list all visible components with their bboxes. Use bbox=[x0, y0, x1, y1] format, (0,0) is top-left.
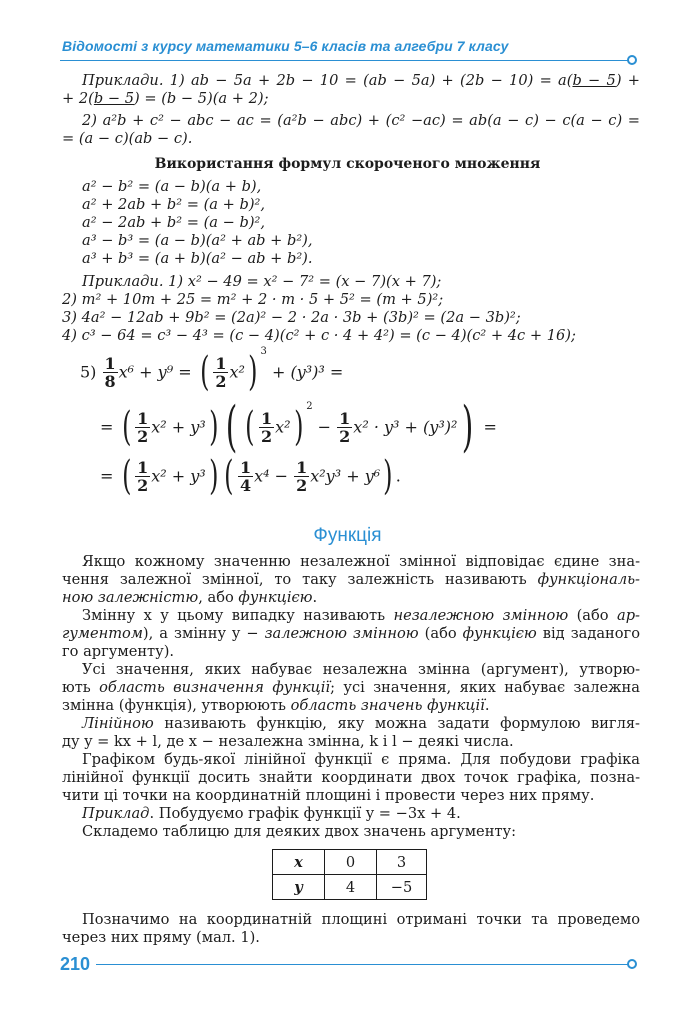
formula-line: a³ − b³ = (a − b)(a² + ab + b²), bbox=[82, 232, 313, 249]
example-formula-line-1: Приклади. 1) x² − 49 = x² − 7² = (x − 7)(x + 7); bbox=[82, 273, 442, 290]
example-grouping-line-4: = (a − c)(ab − c). bbox=[62, 130, 193, 147]
paragraph-1-line-2: чення залежної змінної, то таку залежність називають функціональ- bbox=[62, 571, 640, 588]
header-rule-dot-icon bbox=[627, 55, 637, 65]
paragraph-5-line-2: лінійної функції досить знайти координати двох точок графіка, позна- bbox=[62, 769, 640, 786]
table-cell: x bbox=[273, 850, 325, 875]
footer-rule-dot-icon bbox=[627, 959, 637, 969]
footer-rule bbox=[96, 964, 628, 965]
formula-line: a² − b² = (a − b)(a + b), bbox=[82, 178, 262, 195]
formula-line: a² − 2ab + b² = (a − b)², bbox=[82, 214, 266, 231]
page-header-title: Відомості з курсу математики 5–6 класів та алгебри 7 класу bbox=[62, 38, 509, 54]
table-cell: 3 bbox=[377, 850, 427, 875]
table-cell: 4 bbox=[325, 875, 377, 900]
example-formula-line-3: 3) 4a² − 12ab + 9b² = (2a)² − 2 · 2a · 3b + (3b)² = (2a − 3b)²; bbox=[62, 309, 521, 326]
paragraph-5-line-1: Графіком будь-якої лінійної функції є пряма. Для побудови графіка bbox=[82, 751, 640, 768]
paragraph-3-line-1: Усі значення, яких набуває незалежна змінна (аргумент), утворю- bbox=[82, 661, 640, 678]
table-cell: y bbox=[273, 875, 325, 900]
paragraph-4-line-1: Лінійною називають функцію, яку можна задати формулою вигля- bbox=[82, 715, 640, 732]
values-table bbox=[272, 849, 427, 900]
header-rule bbox=[60, 60, 628, 61]
formulas-heading: Використання формул скороченого множення bbox=[154, 156, 541, 172]
paragraph-last-line-2: через них пряму (мал. 1). bbox=[62, 929, 260, 946]
paragraph-2-line-2: гументом), а змінну y − залежною змінною (або функцією від заданого bbox=[62, 625, 640, 642]
page-number: 210 bbox=[60, 954, 91, 974]
example-formula-line-2: 2) m² + 10m + 25 = m² + 2 · m · 5 + 5² = (m + 5)²; bbox=[62, 291, 444, 308]
paragraph-4-line-2: ду y = kx + l, де x − незалежна змінна, k і l − деякі числа. bbox=[62, 733, 514, 750]
paragraph-3-line-2: ють область визначення функції; усі значення, яких набуває залежна bbox=[62, 679, 640, 696]
example-grouping-line-2: + 2(b − 5) = (b − 5)(a + 2); bbox=[62, 90, 269, 107]
paragraph-5-line-3: чити ці точки на координатній площині і провести через них пряму. bbox=[62, 787, 595, 804]
table-intro-line: Складемо таблицю для деяких двох значень аргументу: bbox=[82, 823, 517, 840]
table-row bbox=[273, 850, 427, 875]
example-5-line-2: = ( $\frac{1}{2}$ x² + y³) ( ( $\frac{1}{2}$ x²) $^2$ − $\frac{1}{2}$ x² · y³ + (y³)²) = bbox=[100, 395, 497, 458]
paragraph-1-line-3: ною залежністю, або функцією. bbox=[62, 589, 318, 606]
paragraph-2-line-1: Змінну x у цьому випадку називають незалежною змінною (або ар- bbox=[82, 607, 640, 624]
table-cell: −5 bbox=[377, 875, 427, 900]
paragraph-1-line-1: Якщо кожному значенню незалежної змінної відповідає єдине зна- bbox=[82, 553, 640, 570]
example-function-line: Приклад. Побудуємо графік функції y = −3x + 4. bbox=[82, 805, 461, 822]
table-row bbox=[273, 875, 427, 900]
example-formula-line-4: 4) c³ − 64 = c³ − 4³ = (c − 4)(c² + c · 4 + 4²) = (c − 4)(c² + 4c + 16); bbox=[62, 327, 576, 344]
formula-line: a³ + b³ = (a + b)(a² − ab + b²). bbox=[82, 250, 313, 267]
function-section-heading: Функція bbox=[313, 525, 382, 546]
formula-line: a² + 2ab + b² = (a + b)², bbox=[82, 196, 266, 213]
example-5-line-1: 5) $\frac{1}{8}$ x⁶ + y⁹ = ( $\frac{1}{2}$ x²) $^3$ + (y³)³ = bbox=[80, 346, 344, 395]
example-5-line-3: = ( $\frac{1}{2}$ x² + y³) ( $\frac{1}{4}$ x⁴ − $\frac{1}{2}$ x²y³ + y⁶) . bbox=[100, 453, 401, 499]
example-grouping-line-1: Приклади. 1) ab − 5a + 2b − 10 = (ab − 5a) + (2b − 10) = a(b − 5) + bbox=[82, 72, 641, 89]
paragraph-last-line-1: Позначимо на координатній площині отримані точки та проведемо bbox=[82, 911, 640, 928]
example-grouping-line-3: 2) a²b + c² − abc − ac = (a²b − abc) + (c² −ac) = ab(a − c) − c(a − c) = bbox=[82, 112, 640, 129]
paragraph-2-line-3: го аргументу). bbox=[62, 643, 175, 660]
table-cell: 0 bbox=[325, 850, 377, 875]
paragraph-3-line-3: змінна (функція), утворюють область значень функції. bbox=[62, 697, 490, 714]
